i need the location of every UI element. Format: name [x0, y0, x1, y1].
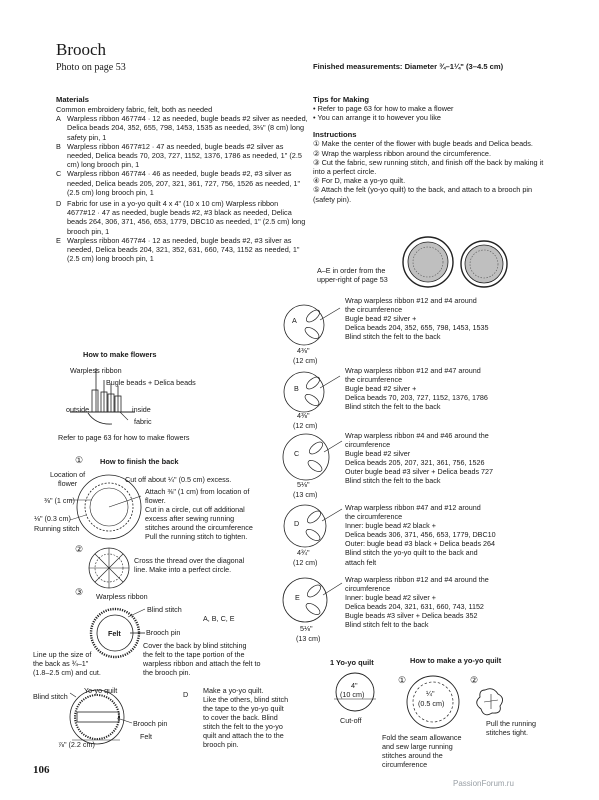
finish-step-1-marker: ①: [75, 455, 84, 465]
make-yoyo-step-2-marker: ②: [470, 675, 479, 685]
finish-attach-text: Attach ⅜" (1 cm) from location of flower. Cut in a circle, cut off additional excess after sewing running stitches around the circumference Pull the running stitch to tighten.: [145, 487, 253, 541]
finish-dimension-38: ⅜" (1 cm): [44, 496, 75, 505]
finish-step-3-marker: ③: [75, 587, 84, 597]
finish-cross-text: Cross the thread over the diagonal line. Make into a perfect circle.: [134, 556, 245, 574]
finish-d-yoyo-label: Yo-yo quilt: [84, 686, 118, 695]
instruction-step: ① Make the center of the flower with bugle beads and Delica beads.: [313, 139, 533, 149]
variant-b-size: 4⅜": [297, 411, 310, 420]
materials-heading: Materials: [56, 95, 89, 104]
photo-reference: Photo on page 53: [56, 62, 126, 73]
photo-caption: A–E in order from the upper-right of page 53: [317, 266, 388, 284]
materials-item-d: D Fabric for use in a yo-yo quilt 4 x 4" (10 x 10 cm) Warpless ribbon 4677#12 · 47 as needed, bugle beads #2, #3 black as needed, Delica beads 264, 306, 371, 456, 653, 1779, DBC10 as needed, 1" (2.5 cm) long brooch pin, 1: [56, 199, 306, 236]
make-yoyo-step-1-marker: ①: [398, 675, 407, 685]
variant-a-size-cm: (12 cm): [293, 356, 318, 365]
variant-c-letter: C: [294, 449, 300, 458]
tip-item: • Refer to page 63 for how to make a flower: [313, 104, 454, 113]
make-yoyo-heading: How to make a yo-yo quilt: [410, 656, 502, 665]
tips-heading: Tips for Making: [313, 95, 369, 104]
finish-felt-label: Felt: [108, 629, 121, 638]
page-title: Brooch: [56, 40, 107, 59]
variant-c-size: 5⅛": [297, 480, 310, 489]
make-yoyo-quarter-cm: (0.5 cm): [418, 699, 445, 708]
materials-item-c: C Warpless ribbon 4677#4 · 46 as needed, bugle beads #2, #3 silver as needed, Delica beads 205, 207, 321, 361, 727, 756, 1526 as needed, 1" (2.5 cm) long brooch pin, 1: [56, 169, 301, 197]
variant-b-text: Wrap warpless ribbon #12 and #47 around the circumference Bugle bead #2 silver + Delica beads 70, 203, 727, 1152, 1376, 1786 Blind stitch the felt to the back: [345, 366, 488, 412]
variant-c-text: Wrap warpless ribbon #4 and #46 around the circumference Bugle bead #2 silver Delica beads 205, 207, 321, 361, 756, 1526 Outer bugle bead #3 silver + Delica beads 727 Blind stitch the felt to the back: [345, 431, 494, 486]
flowers-warpless-label: Warpless ribbon: [70, 366, 122, 375]
finish-back-heading: How to finish the back: [100, 457, 179, 466]
variant-a-size: 4⅜": [297, 346, 310, 355]
finish-running-stitch-label: Running stitch: [34, 524, 80, 533]
finish-warpless-label: Warpless ribbon: [96, 592, 148, 601]
yoyo-quilt-size: 4": [351, 681, 358, 690]
finish-d-letter: D: [183, 690, 189, 699]
materials-item-a: A Warpless ribbon 4677#4 · 12 as needed, bugle beads #2 silver as needed, Delica beads 204, 352, 655, 798, 1453, 1535 as needed, 3⅛" (8 cm) long safety pin, 1: [56, 114, 308, 142]
finish-dimension-18: ⅛" (0.3 cm): [34, 514, 71, 523]
variant-e-text: Wrap warpless ribbon #12 and #4 around the circumference Inner: bugle bead #2 silver + Delica beads 204, 321, 631, 660, 743, 1152 Bugle beads #3 silver + Delica beads 352 Blind stitch felt to the back: [345, 575, 489, 630]
variant-e-letter: E: [295, 593, 300, 602]
finish-step-2-marker: ②: [75, 544, 84, 554]
yoyo-quilt-heading: 1 Yo-yo quilt: [330, 658, 374, 667]
variant-e-size-cm: (13 cm): [296, 634, 321, 643]
materials-intro: Common embroidery fabric, felt, both as needed: [56, 105, 213, 114]
variant-b-size-cm: (12 cm): [293, 421, 318, 430]
make-yoyo-fold-text: Fold the seam allowance and sew large running stitches around the circumference: [382, 733, 462, 769]
finish-d-dimension: ⅞" (2.2 cm): [58, 740, 95, 749]
variant-d-letter: D: [294, 519, 300, 528]
flowers-fabric-label: fabric: [134, 417, 152, 426]
yoyo-quilt-cutoff-label: Cut-off: [340, 716, 362, 725]
variant-d-text: Wrap warpless ribbon #47 and #12 around the circumference Inner: bugle bead #2 black + Delica beads 306, 371, 456, 653, 1779, DBC10 Outer: bugle bead #3 black + Delica beads 264 Blind stitch the yo-yo quilt to the back and attach felt: [345, 503, 496, 567]
finish-d-felt-label: Felt: [140, 732, 152, 741]
variant-a-text: Wrap warpless ribbon #12 and #4 around the circumference Bugle bead #2 silver + Delica beads 204, 352, 655, 798, 1453, 1535 Blind stitch the felt to the back: [345, 296, 489, 342]
flowers-beads-label: Bugle beads + Delica beads: [106, 378, 196, 387]
finish-cutoff-text: Cut off about ¼" (0.5 cm) excess.: [125, 475, 232, 484]
flowers-inside-label: inside: [132, 405, 151, 414]
flowers-heading: How to make flowers: [83, 350, 157, 359]
page-number: 106: [33, 764, 50, 776]
instruction-step: ② Wrap the warpless ribbon around the circumference.: [313, 148, 491, 158]
flowers-refer-text: Refer to page 63 for how to make flowers: [58, 433, 190, 442]
variant-a-letter: A: [292, 316, 297, 325]
finish-lineup-text: Line up the size of the back as ¾–1" (1.8–2.5 cm) and cut.: [33, 650, 101, 677]
materials-item-b: B Warpless ribbon 4677#12 · 47 as needed, bugle beads #2 silver as needed, Delica beads 70, 203, 727, 1152, 1376, 1786 as needed, 1" (2.5 cm) long brooch pin, 1: [56, 141, 302, 170]
finish-cover-text: Cover the back by blind stitching the felt to the tape portion of the warpless ribbon and attach the felt to the brooch pin.: [143, 641, 261, 677]
variant-d-size: 4¾": [297, 548, 310, 557]
finish-variants-label: A, B, C, E: [203, 614, 235, 623]
materials-item-e: E Warpless ribbon 4677#4 · 12 as needed, bugle beads #2, #3 silver as needed, Delica beads 204, 321, 352, 631, 660, 743, 1152 as needed, 1" (2.5 cm) long brooch pin, 1: [56, 235, 300, 264]
instruction-step: ③ Cut the fabric, sew running stitch, and finish off the back by making it into a perfect circle.: [313, 157, 544, 177]
finish-location-label: Location of flower: [50, 470, 86, 488]
make-yoyo-quarter-inch: ¼": [426, 689, 435, 698]
watermark: PassionForum.ru: [453, 779, 514, 788]
finished-measurements: Finished measurements: Diameter ¾–1¼" (3–4.5 cm): [313, 62, 504, 71]
yoyo-quilt-size-cm: (10 cm): [340, 690, 365, 699]
tip-item: • You can arrange it to however you like: [313, 113, 441, 123]
finish-brooch-pin-label: Brooch pin: [146, 628, 181, 637]
variant-d-size-cm: (12 cm): [293, 558, 318, 567]
instruction-step: ④ For D, make a yo-yo quilt.: [313, 176, 406, 186]
finish-d-brooch-pin-label: Brooch pin: [133, 719, 168, 728]
finish-blind-stitch-label: Blind stitch: [147, 605, 182, 614]
variant-b-letter: B: [294, 384, 299, 393]
variant-e-size: 5⅛": [300, 624, 313, 633]
variant-c-size-cm: (13 cm): [293, 490, 318, 499]
finish-d-blind-stitch-label: Blind stitch: [33, 692, 68, 701]
instructions-heading: Instructions: [313, 130, 357, 140]
flowers-outside-label: outside: [66, 405, 90, 414]
make-yoyo-pull-text: Pull the running stitches tight.: [486, 719, 536, 737]
make-yoyo-step-2-diagram: [477, 689, 503, 715]
finish-d-text: Make a yo-yo quilt. Like the others, blind stitch the tape to the yo-yo quilt to cover the back. Blind stitch the felt to the yo-yo quilt and attach the to the brooch pin.: [203, 686, 289, 749]
instruction-step: ⑤ Attach the felt (yo-yo quilt) to the back, and attach to a brooch pin (safety pin).: [313, 185, 533, 204]
